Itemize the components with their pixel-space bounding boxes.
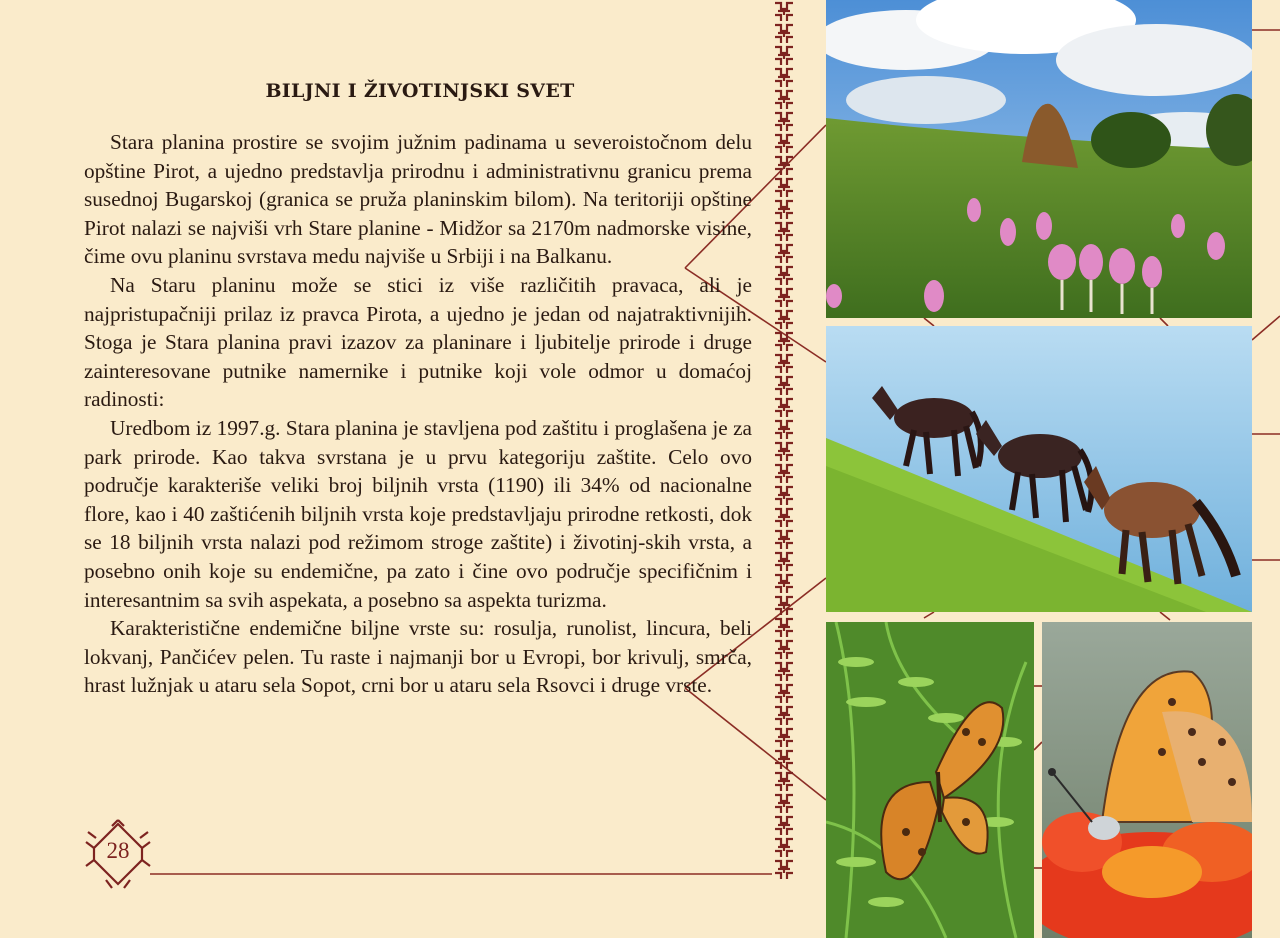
meadow-crocus-photo	[826, 0, 1252, 318]
paragraph-endemic: Karakteristične endemične biljne vrste su: rosulja, runolist, lincura, beli lokvanj, Pančićev pelen. Tu raste i najmanji bor u Evropi, bor krivulj, smrča, hrast lužnjak u ataru sela Sopot, crni bor u ataru sela Rsovci i druge vrste.	[84, 616, 752, 698]
paragraph-intro: Stara planina prostire se svojim južnim padinama u severoistočnom delu opštine Pirot, a ujedno predstavlja prirodnu i administrativnu granicu prema susednoj Bugarskoj (granica se pruža planinskim bilom). Na teritoriji opštine Pirot nalazi se najviši vrh Stare planine - Midžor sa 2170m nadmorske visine, čime ovu planinu svrstava medu najviše u Srbiji i na Balkanu.	[84, 130, 752, 269]
paragraph-protection: Uredbom iz 1997.g. Stara planina je stavljena pod zaštitu i proglašena je za park prirode. Kao takva svrstana je u prvu kategoriju zaštite. Celo ovo područje karakteriše veliki broj biljnih vrsta (1190) ili 34% od nacionalne flore, kao i 40 zaštićenih biljnih vrsta koje predstavljaju prirodne retkosti, dok se 18 biljnih vrsta nalazi pod režimom stroge zaštite) i životinj-skih vrsta, a posebno onih koje su endemične, pa zato i čine ovo područje specifičnim i interesantnim sa svih aspekata, a posebno sa aspekta turizma.	[84, 415, 752, 612]
page-number: 28	[106, 838, 130, 863]
article-title: BILJNI I ŽIVOTINJSKI SVET	[265, 80, 575, 102]
ornamental-border	[771, 0, 797, 880]
paragraph-access: Na Staru planinu može se stici iz više različitih pravaca, ali je najpristupačniji prilaz iz pravca Pirota, a ujedno je jedan od najatraktivnijih. Stoga je Stara planina pravi izazov za planinare i ljubitelje prirode i druge zainteresovane putnike namernike i putnike koji vole odmor u domaćoj radinosti:	[84, 272, 752, 412]
butterfly-fern-photo	[826, 622, 1034, 938]
butterfly-flower-photo	[1042, 622, 1252, 938]
article-body	[84, 128, 752, 700]
horses-photo	[826, 326, 1252, 612]
